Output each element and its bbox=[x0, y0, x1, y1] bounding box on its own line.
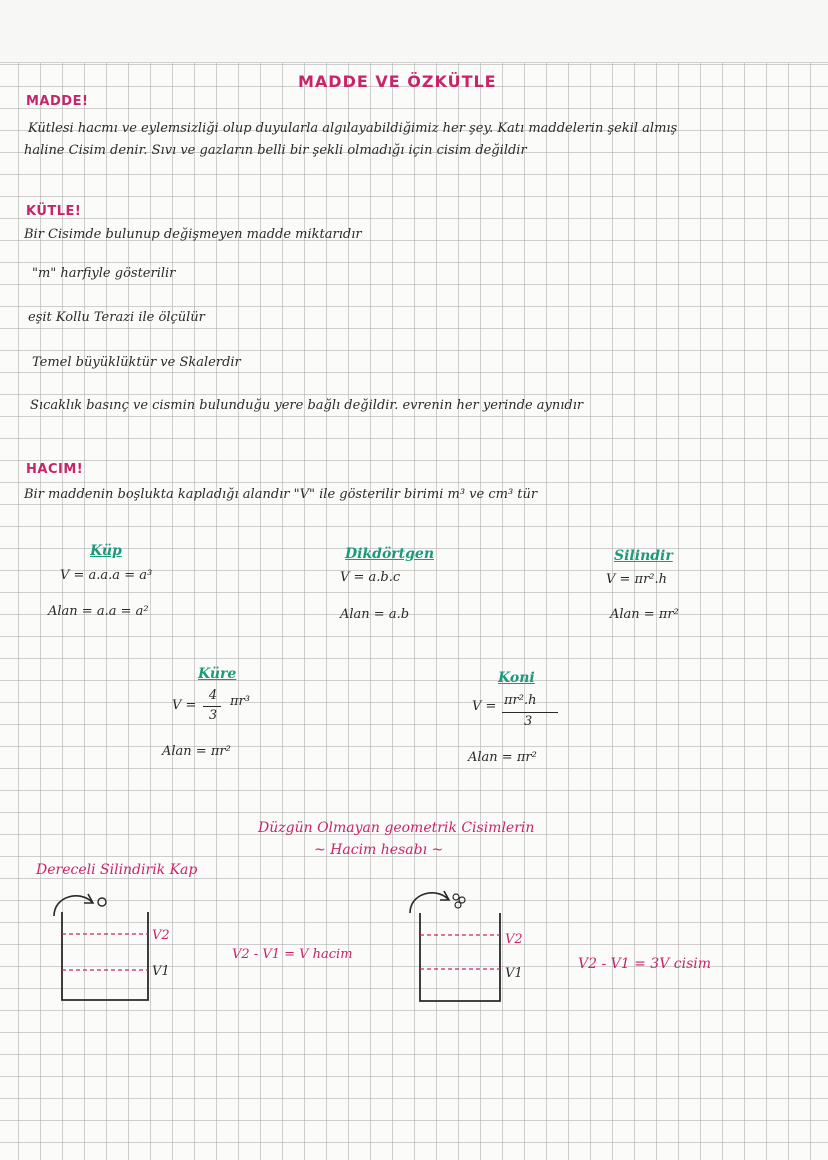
shape-formula-kure-suffix: πr³ bbox=[230, 694, 250, 709]
irregular-subheading: ~ Hacim hesabı ~ bbox=[314, 842, 444, 858]
shape-formula-kup: V = a.a.a = a³ bbox=[60, 568, 153, 583]
shape-formula-kure-den: 3 bbox=[208, 708, 218, 723]
shape-name-kup: Küp bbox=[90, 543, 122, 559]
kutle-item: "m" harfiyle gösterilir bbox=[32, 266, 176, 281]
shape-formula-kure-num: 4 bbox=[208, 688, 218, 703]
diagram1-equation: V2 - V1 = V hacim bbox=[232, 947, 353, 962]
level-v2-label: V2 bbox=[152, 928, 170, 943]
shape-area-koni: Alan = πr² bbox=[468, 750, 537, 765]
shape-area-silindir: Alan = πr² bbox=[610, 607, 679, 622]
arrow-curve bbox=[54, 896, 92, 916]
irregular-heading: Düzgün Olmayan geometrik Cisimlerin bbox=[258, 820, 535, 836]
arrow-curve bbox=[410, 893, 448, 913]
hacim-heading: HACIM! bbox=[26, 462, 84, 477]
shape-area-kup: Alan = a.a = a² bbox=[48, 604, 149, 619]
level-v1-label: V1 bbox=[152, 964, 170, 979]
kutle-item: Temel büyüklüktür ve Skalerdir bbox=[32, 355, 241, 370]
stone-object bbox=[453, 894, 459, 900]
shape-formula-koni-prefix: V = bbox=[472, 699, 497, 714]
shape-name-koni: Koni bbox=[498, 670, 535, 686]
kutle-item: eşit Kollu Terazi ile ölçülür bbox=[28, 310, 205, 325]
container-label: Dereceli Silindirik Kap bbox=[36, 862, 198, 878]
page-title: MADDE VE ÖZKÜTLE bbox=[298, 72, 497, 91]
level-v1-label: V1 bbox=[505, 966, 523, 981]
stone-object bbox=[98, 898, 106, 906]
fraction-bar bbox=[203, 706, 221, 707]
cylinder-outline bbox=[62, 912, 148, 1000]
page-top-margin bbox=[0, 0, 828, 63]
level-v2-label: V2 bbox=[505, 932, 523, 947]
diagram2-equation: V2 - V1 = 3V cisim bbox=[578, 956, 712, 972]
shape-area-dikdortgen: Alan = a.b bbox=[340, 607, 410, 622]
shape-formula-kure-prefix: V = bbox=[172, 698, 197, 713]
shape-formula-silindir: V = πr².h bbox=[606, 572, 668, 587]
shape-name-silindir: Silindir bbox=[614, 548, 673, 564]
fraction-bar bbox=[502, 712, 558, 713]
shape-name-kure: Küre bbox=[198, 666, 237, 682]
madde-heading: MADDE! bbox=[26, 94, 89, 109]
madde-line-2: haline Cisim denir. Sıvı ve gazların belli bir şekli olmadığı için cisim değildir bbox=[24, 143, 527, 158]
stone-object bbox=[455, 902, 461, 908]
graduated-cylinder-diagram-1 bbox=[40, 888, 180, 1008]
kutle-item: Sıcaklık basınç ve cismin bulunduğu yere bağlı değildir. evrenin her yerinde aynıdır bbox=[30, 398, 584, 413]
shape-area-kure: Alan = πr² bbox=[162, 744, 231, 759]
kutle-heading: KÜTLE! bbox=[26, 204, 82, 219]
shape-formula-dikdortgen: V = a.b.c bbox=[340, 570, 401, 585]
shape-formula-koni-num: πr².h bbox=[504, 693, 537, 708]
shape-formula-koni-den: 3 bbox=[524, 714, 533, 729]
hacim-line: Bir maddenin boşlukta kapladığı alandır "V" ile gösterilir birimi m³ ve cm³ tür bbox=[24, 487, 538, 502]
shape-name-dikdortgen: Dikdörtgen bbox=[345, 546, 435, 562]
kutle-item: Bir Cisimde bulunup değişmeyen madde miktarıdır bbox=[24, 227, 362, 242]
cylinder-outline bbox=[420, 913, 500, 1001]
madde-line-1: Kütlesi hacmı ve eylemsizliği olup duyularla algılayabildiğimiz her şey. Katı maddelerin şekil almış bbox=[28, 121, 678, 136]
